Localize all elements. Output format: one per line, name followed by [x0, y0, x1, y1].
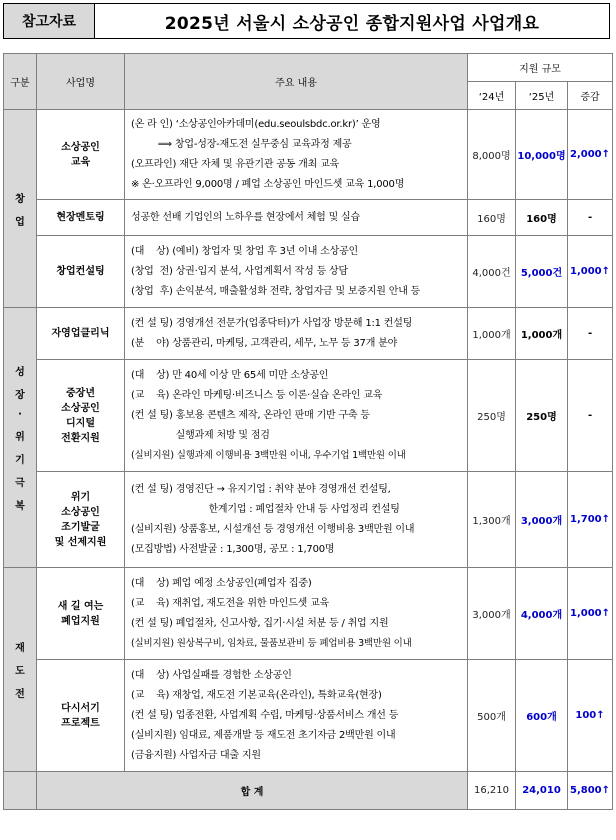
- category-char: 창: [15, 193, 25, 205]
- value-y25: 600개: [516, 660, 568, 772]
- value-change: 1,700↑: [568, 472, 613, 568]
- content-line: (창업 후) 손익분석, 매출활성화 전략, 창업자금 및 보증지원 안내 등: [131, 285, 421, 297]
- program-name: [37, 360, 125, 472]
- program-name: [37, 472, 125, 568]
- category-growth: [4, 308, 37, 568]
- category-char: 복: [15, 501, 25, 512]
- value-y24: 8,000명: [468, 110, 516, 200]
- category-char: 기: [15, 455, 25, 466]
- value-y24: 1,000개: [468, 308, 516, 360]
- program-name-line: 다시서기: [61, 702, 100, 714]
- program-name-line: 조기발굴: [61, 521, 100, 533]
- program-name: [37, 200, 125, 236]
- category-char: 전: [15, 689, 25, 700]
- category-char: ·: [18, 409, 22, 420]
- program-name-line: 소상공인: [61, 141, 100, 153]
- content-line: (온 라 인) ‘소상공인아카데미(edu.seoulsbdc.or.kr)’ 운영: [131, 118, 381, 130]
- program-name: [37, 660, 125, 772]
- program-name: [37, 236, 125, 308]
- category-char: 극: [15, 478, 25, 489]
- content-line: (창업 전) 상권·입지 분석, 사업계획서 작성 등 상담: [131, 265, 348, 277]
- program-content: [125, 660, 468, 772]
- content-line: (금융지원) 사업자금 대출 지원: [131, 749, 261, 761]
- content-line: (대 상) 만 40세 이상 만 65세 미만 소상공인: [131, 369, 329, 381]
- program-name-line: 새 길 여는: [57, 600, 104, 612]
- value-y24: 500개: [468, 660, 516, 772]
- content-line: (교 육) 온라인 마케팅·비즈니스 등 이론·실습 온라인 교육: [131, 389, 383, 401]
- table-row: [4, 660, 613, 772]
- value-y25: 1,000개: [516, 308, 568, 360]
- table-row: [4, 236, 613, 308]
- content-line: (분 야) 상품관리, 마케팅, 고객관리, 세무, 노무 등 37개 분야: [131, 337, 398, 349]
- title-bar: [3, 3, 610, 39]
- content-line: (컨 설 팅) 홍보용 콘텐츠 제작, 온라인 판매 기반 구축 등: [131, 409, 370, 421]
- content-line: (교 육) 재취업, 재도전을 위한 마인드셋 교육: [131, 597, 330, 609]
- value-y25: 160명: [516, 200, 568, 236]
- total-blank: [4, 772, 37, 810]
- header-scale: 지원 규모: [468, 54, 613, 82]
- content-line: (교 육) 재창업, 재도전 기본교육(온라인), 특화교육(현장): [131, 689, 382, 701]
- content-line: ※ 온·오프라인 9,000명 / 폐업 소상공인 마인드셋 교육 1,000명: [131, 178, 405, 190]
- value-y24: 4,000건: [468, 236, 516, 308]
- content-line: (컨 설 팅) 폐업절차, 신고사항, 집기·시설 처분 등 / 취업 지원: [131, 617, 389, 629]
- program-name-line: 교육: [70, 156, 91, 168]
- category-char: 위: [15, 432, 25, 443]
- content-line: 성공한 선배 기업인의 노하우를 현장에서 체험 및 실습: [131, 211, 360, 223]
- table-row: [4, 472, 613, 568]
- total-change: 5,800↑: [568, 772, 613, 810]
- program-content: [125, 236, 468, 308]
- total-y24: 16,210: [468, 772, 516, 810]
- program-content: [125, 568, 468, 660]
- category-restart: [4, 568, 37, 772]
- value-y25: 10,000명: [516, 110, 568, 200]
- program-name-line: 중장년: [66, 387, 95, 399]
- table-row: [4, 200, 613, 236]
- content-line: (실비지원) 상품홍보, 시설개선 등 경영개선 이행비용 3백만원 이내: [131, 523, 415, 535]
- content-line: 실행과제 처방 및 점검: [131, 429, 270, 441]
- value-change: -: [568, 200, 613, 236]
- program-name-line: 소상공인: [61, 506, 100, 518]
- program-content: [125, 360, 468, 472]
- value-change: 2,000↑: [568, 110, 613, 200]
- table-row: [4, 110, 613, 200]
- value-y24: 250명: [468, 360, 516, 472]
- content-line: (대 상) 사업실패를 경험한 소상공인: [131, 669, 292, 681]
- header-y25: ‘25년: [516, 82, 568, 110]
- value-change: 100↑: [568, 660, 613, 772]
- value-change: -: [568, 308, 613, 360]
- category-char: 성: [15, 367, 25, 378]
- content-line: (모집방법) 사전발굴 : 1,300명, 공모 : 1,700명: [131, 543, 335, 555]
- program-name-line: 창업컨설팅: [56, 266, 105, 277]
- program-name-line: 디지털: [66, 417, 95, 429]
- value-y24: 160명: [468, 200, 516, 236]
- title-tag: 참고자료: [4, 4, 95, 38]
- total-label: 합 계: [37, 772, 468, 810]
- program-content: [125, 200, 468, 236]
- overview-table: [3, 53, 613, 810]
- content-line: ⟹ 창업-성장-재도전 실무중심 교육과정 제공: [131, 138, 352, 150]
- table-row: [4, 360, 613, 472]
- category-char: 업: [15, 216, 25, 228]
- category-char: 재: [15, 643, 25, 654]
- table-row: [4, 568, 613, 660]
- page-title: 2025년 서울시 소상공인 종합지원사업 사업개요: [164, 13, 540, 34]
- content-line: (오프라인) 재단 자체 및 유관기관 공동 개최 교육: [131, 158, 339, 170]
- program-content: [125, 308, 468, 360]
- value-y25: 250명: [516, 360, 568, 472]
- program-name: [37, 568, 125, 660]
- header-content: 주요 내용: [125, 54, 468, 110]
- content-line: (컨 설 팅) 경영개선 전문가(업종닥터)가 사업장 방문해 1:1 컨설팅: [131, 317, 413, 329]
- value-y25: 4,000개: [516, 568, 568, 660]
- table-row: [4, 308, 613, 360]
- category-char: 장: [15, 390, 25, 401]
- header-category: 구분: [4, 54, 37, 110]
- program-name: [37, 110, 125, 200]
- program-name-line: 폐업지원: [61, 615, 100, 627]
- value-change: 1,000↑: [568, 568, 613, 660]
- content-line: (컨 설 팅) 경영진단 → 유지기업 : 취약 분야 경영개선 컨설팅,: [131, 483, 391, 495]
- program-name-line: 프로젝트: [61, 717, 100, 729]
- value-y25: 5,000건: [516, 236, 568, 308]
- category-startup: [4, 110, 37, 308]
- value-change: -: [568, 360, 613, 472]
- program-name-line: 현장멘토링: [56, 212, 105, 223]
- header-name: 사업명: [37, 54, 125, 110]
- program-name-line: 자영업클리닉: [51, 328, 110, 339]
- content-line: 한계기업 : 폐업절차 안내 등 사업정리 컨설팅: [131, 503, 400, 515]
- content-line: (실비지원) 원상복구비, 임차료, 물품보관비 등 폐업비용 3백만원 이내: [131, 637, 412, 649]
- header-y24: ‘24년: [468, 82, 516, 110]
- value-y24: 3,000개: [468, 568, 516, 660]
- content-line: (대 상) (예비) 창업자 및 창업 후 3년 이내 소상공인: [131, 245, 358, 257]
- header-change: 증감: [568, 82, 613, 110]
- program-name-line: 및 선제지원: [54, 536, 107, 548]
- program-name-line: 소상공인: [61, 402, 100, 414]
- value-change: 1,000↑: [568, 236, 613, 308]
- content-line: (컨 설 팅) 업종전환, 사업계획 수립, 마케팅·상품서비스 개선 등: [131, 709, 399, 721]
- total-y25: 24,010: [516, 772, 568, 810]
- total-row: [4, 772, 613, 810]
- program-content: [125, 110, 468, 200]
- content-line: (대 상) 폐업 예정 소상공인(폐업자 집중): [131, 577, 312, 589]
- value-y24: 1,300개: [468, 472, 516, 568]
- program-name-line: 전환지원: [61, 432, 100, 444]
- program-name: [37, 308, 125, 360]
- content-line: (실비지원) 임대료, 제품개발 등 재도전 초기자금 2백만원 이내: [131, 729, 396, 741]
- category-char: 도: [15, 666, 25, 677]
- content-line: (실비지원) 실행과제 이행비용 3백만원 이내, 우수기업 1백만원 이내: [131, 449, 406, 461]
- program-name-line: 위기: [70, 491, 91, 503]
- value-y25: 3,000개: [516, 472, 568, 568]
- program-content: [125, 472, 468, 568]
